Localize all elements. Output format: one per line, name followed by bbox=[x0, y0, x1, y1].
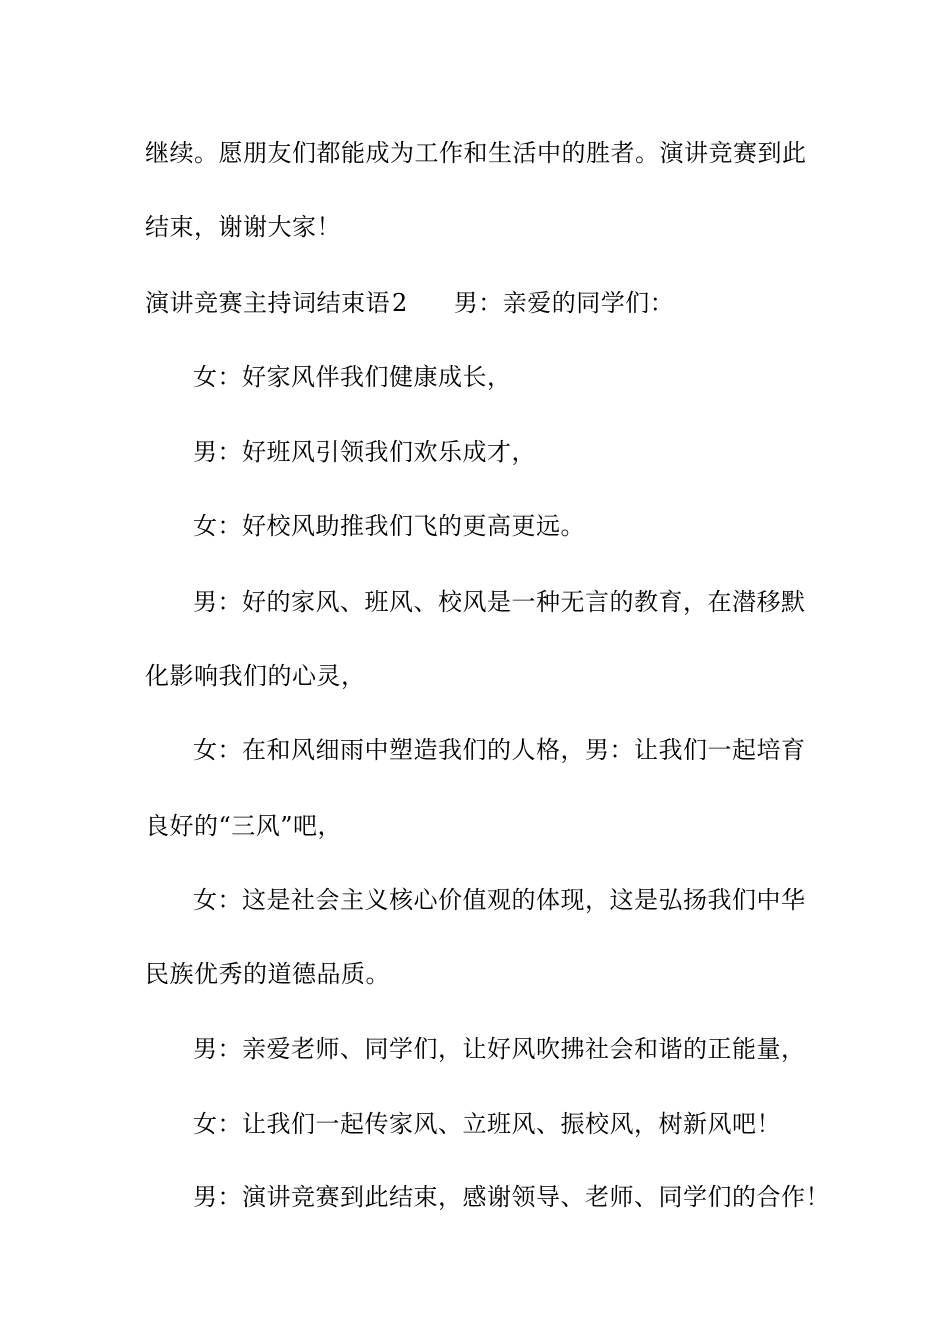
heading-number: 2 bbox=[392, 289, 408, 317]
heading-greeting: 男：亲爱的同学们： bbox=[453, 289, 675, 317]
paragraph-line: 结束，谢谢大家！ bbox=[145, 213, 341, 241]
paragraph-line: 男：演讲竞赛到此结束，感谢领导、老师、同学们的合作！ bbox=[193, 1183, 830, 1211]
paragraph-line: 男：好班风引领我们欢乐成才， bbox=[193, 438, 536, 466]
paragraph-line: 女：在和风细雨中塑造我们的人格，男：让我们一起培育 bbox=[193, 736, 806, 764]
heading-title: 演讲竞赛主持词结束语 bbox=[145, 289, 390, 317]
paragraph-line: 民族优秀的道德品质。 bbox=[145, 960, 390, 988]
paragraph-line: 女：这是社会主义核心价值观的体现，这是弘扬我们中华 bbox=[193, 886, 806, 914]
paragraph-line: 男：亲爱老师、同学们，让好风吹拂社会和谐的正能量， bbox=[193, 1035, 806, 1063]
paragraph-line: 女：好家风伴我们健康成长， bbox=[193, 363, 512, 391]
paragraph-line: 良好的“三风”吧， bbox=[145, 812, 343, 840]
paragraph-line: 女：好校风助推我们飞的更高更远。 bbox=[193, 512, 585, 540]
paragraph-line: 女：让我们一起传家风、立班风、振校风，树新风吧！ bbox=[193, 1110, 781, 1138]
paragraph-line: 继续。愿朋友们都能成为工作和生活中的胜者。演讲竞赛到此 bbox=[145, 139, 807, 167]
paragraph-line: 化影响我们的心灵， bbox=[145, 662, 366, 690]
section-heading bbox=[145, 288, 674, 318]
paragraph-line: 男：好的家风、班风、校风是一种无言的教育，在潜移默 bbox=[193, 588, 806, 616]
